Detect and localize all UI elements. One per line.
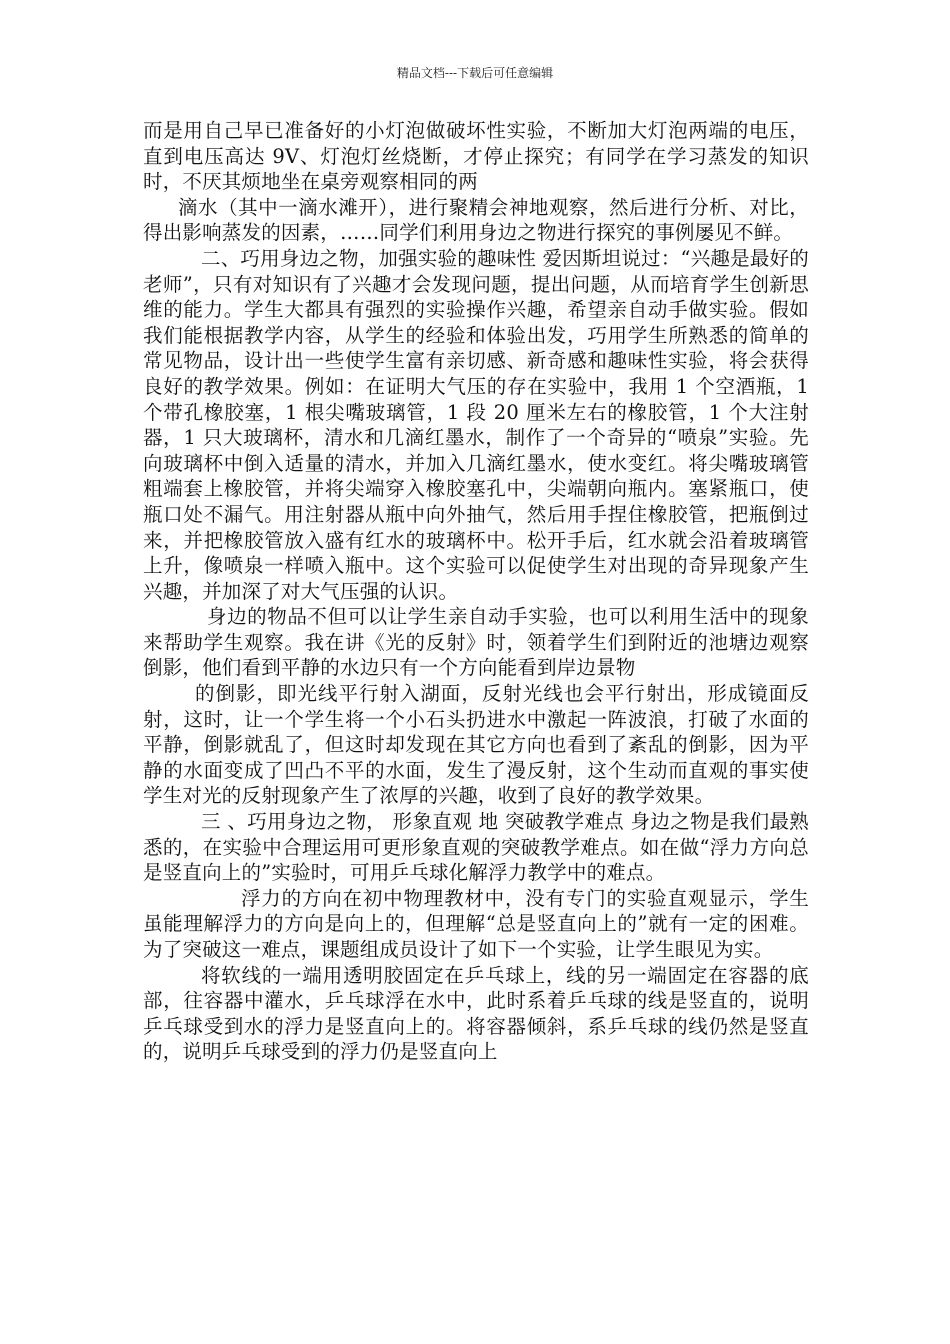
paragraph: 三 、巧用身边之物， 形象直观 地 突破教学难点 身边之物是我们最熟悉的，在实验中合理运用可更形象直观的突破教学难点。如在做“浮力方向总是竖直向上的”实验时，可用乒乓球化解浮力教学中的难点。	[143, 810, 809, 885]
page-header: 精品文档---下载后可任意编辑	[396, 66, 554, 80]
paragraph: 将软线的一端用透明胶固定在乒乓球上，线的另一端固定在容器的底部，往容器中灌水，乒乓球浮在水中，此时系着乒乓球的线是竖直的，说明乒乓球受到水的浮力是竖直向上的。将容器倾斜，系乒乓球的线仍然是竖直的，说明乒乓球受到的浮力仍是竖直向上	[143, 963, 809, 1064]
paragraph: 而是用自己早已准备好的小灯泡做破坏性实验，不断加大灯泡两端的电压，直到电压高达 9V、灯泡灯丝烧断，才停止探究；有同学在学习蒸发的知识时，不厌其烦地坐在桌旁观察相同的两	[143, 119, 809, 194]
paragraph: 身边的物品不但可以让学生亲自动手实验，也可以利用生活中的现象来帮助学生观察。我在讲《光的反射》时，领着学生们到附近的池塘边观察倒影，他们看到平静的水边只有一个方向能看到岸边景物	[143, 605, 809, 680]
paragraph: 二、巧用身边之物，加强实验的趣味性 爱因斯坦说过：“兴趣是最好的老师”，只有对知识有了兴趣才会发现问题，提出问题，从而培育学生创新思维的能力。学生大都具有强烈的实验操作兴趣，希望亲自动手做实验。假如我们能根据教学内容，从学生的经验和体验出发，巧用学生所熟悉的简单的常见物品，设计出一些使学生富有亲切感、新奇感和趣味性实验，将会获得良好的教学效果。例如：在证明大气压的存在实验中，我用 1 个空酒瓶，1 个带孔橡胶塞，1 根尖嘴玻璃管，1 段 20 厘米左右的橡胶管，1 个大注射器，1 只大玻璃杯，清水和几滴红墨水，制作了一个奇异的“喷泉”实验。先向玻璃杯中倒入适量的清水，并加入几滴红墨水，使水变红。将尖嘴玻璃管粗端套上橡胶管，并将尖端穿入橡胶塞孔中，尖端朝向瓶内。塞紧瓶口，使瓶口处不漏气。用注射器从瓶中向外抽气，然后用手捏住橡胶管，把瓶倒过来，并把橡胶管放入盛有红水的玻璃杯中。松开手后，红水就会沿着玻璃管上升，像喷泉一样喷入瓶中。这个实验可以促使学生对出现的奇异现象产生兴趣，并加深了对大气压强的认识。	[143, 246, 809, 603]
paragraph: 的倒影，即光线平行射入湖面，反射光线也会平行射出，形成镜面反射，这时，让一个学生将一个小石头扔进水中激起一阵波浪，打破了水面的平静，倒影就乱了，但这时却发现在其它方向也看到了紊乱的倒影，因为平静的水面变成了凹凸不平的水面，发生了漫反射，这个生动而直观的事实使学生对光的反射现象产生了浓厚的兴趣，收到了良好的教学效果。	[143, 682, 809, 808]
paragraph: 浮力的方向在初中物理教材中，没有专门的实验直观显示，学生虽能理解浮力的方向是向上的，但理解“总是竖直向上的”就有一定的困难。为了突破这一难点，课题组成员设计了如下一个实验，让学生眼见为实。	[143, 886, 809, 961]
paragraph: 滴水（其中一滴水滩开），进行聚精会神地观察，然后进行分析、对比，得出影响蒸发的因素，……同学们利用身边之物进行探究的事例屡见不鲜。	[143, 195, 809, 245]
document-body	[143, 118, 809, 1065]
